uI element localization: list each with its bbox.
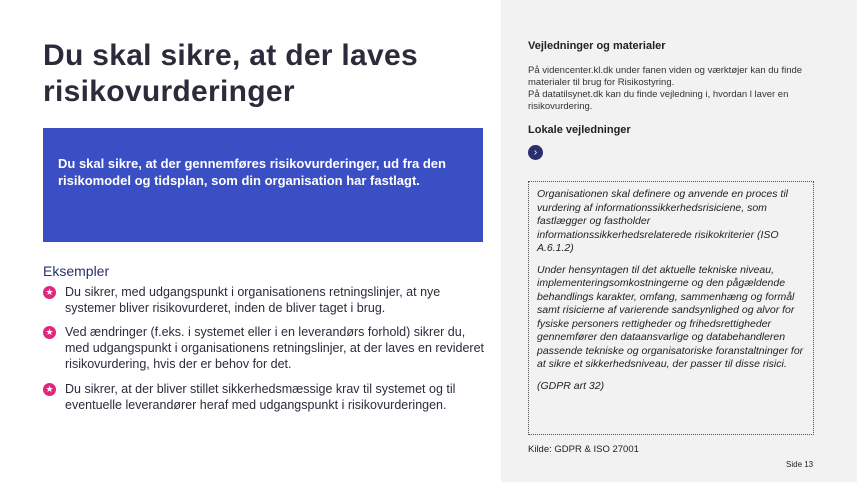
star-icon: ★: [43, 286, 56, 299]
guides-text-1[interactable]: På videncenter.kl.dk under fanen viden og værktøjer kan du finde materialer til brug for Risikostyring.: [528, 65, 803, 88]
quote-box: [528, 181, 814, 435]
star-icon: ★: [43, 326, 56, 339]
example-text: Ved ændringer (f.eks. i systemet eller i en leverandørs forhold) sikrer du, med udgangspunkt i organisationens retningslinjer, at der laves en revideret risikovurdering, hvis der er behov for det.: [65, 325, 485, 371]
page-title: Du skal sikre, at der laves risikovurderinger: [43, 39, 418, 108]
example-text: Du sikrer, at der bliver stillet sikkerhedsmæssige krav til systemet og til eventuelle leverandører heraf med udgangspunkt i risikovurderingen.: [65, 382, 456, 412]
quote-gdpr: Under hensyntagen til det aktuelle tekniske niveau, implementeringsomkostningerne og den pågældende behandlings karakter, omfang, sammenhæng og formål samt risicierne af varierende sandsynlighed og alvor for fysiske personers rettigheder og frihedsrettigheder gennemfører den dataansvarlige og databehandleren passende tekniske og organisatoriske foranstaltninger for at sikre et sikkerhedsniveau, der passer til disse risici.: [537, 263, 804, 370]
guides-text: [528, 65, 810, 113]
chevron-right-icon[interactable]: ›: [528, 145, 543, 160]
star-icon: ★: [43, 383, 56, 396]
highlight-text: Du skal sikre, at der gennemføres risikovurderinger, ud fra den risikomodel og tidsplan, som din organisation har fastlagt.: [58, 156, 446, 188]
quote-iso: Organisationen skal definere og anvende en proces til vurdering af informationssikkerhedsrisiciene, som fastlægger og fastholder informationssikkerhedsrelaterede risikokriterier (ISO A.6.1.2): [537, 188, 788, 254]
example-text: Du sikrer, med udgangspunkt i organisationens retningslinjer, at nye systemer bliver risikovurderet, inden de bliver taget i brug.: [65, 285, 441, 315]
examples-heading: Eksempler: [43, 263, 110, 279]
page-number: Side 13: [786, 460, 814, 469]
source-note: Kilde: GDPR & ISO 27001: [528, 444, 639, 455]
local-guides-heading: Lokale vejledninger: [528, 124, 631, 136]
quote-gdpr-ref: (GDPR art 32): [537, 379, 605, 392]
guides-heading: Vejledninger og materialer: [528, 40, 666, 52]
guides-text-2[interactable]: På datatilsynet.dk kan du finde vejledning i, hvordan l laver en risikovurdering.: [528, 89, 789, 112]
